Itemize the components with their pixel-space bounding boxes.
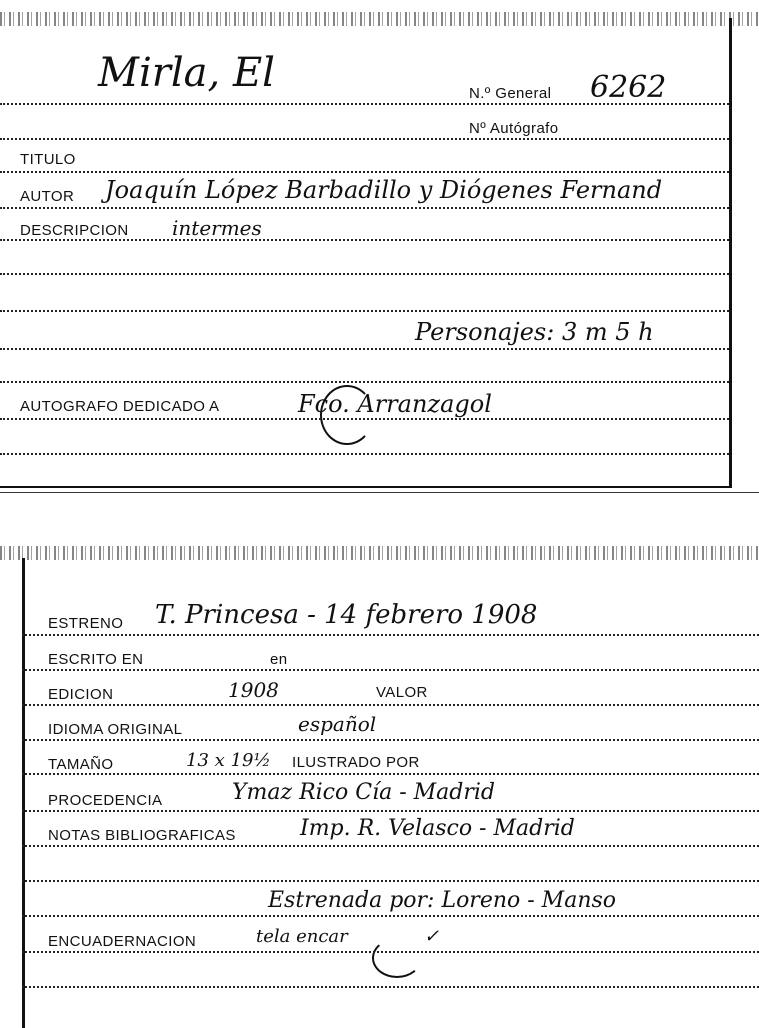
autor-value: Joaquín López Barbadillo y Diógenes Fernand [105,176,663,204]
personajes-value: Personajes: 3 m 5 h [415,318,654,346]
rule [22,810,759,812]
rule [22,845,759,847]
rule [22,669,759,671]
rule [0,381,729,383]
rule [22,880,759,882]
descripcion-value: intermes [172,216,262,240]
rule [0,239,729,241]
edicion-label: EDICION [48,686,114,703]
escrito-label: ESCRITO EN [48,651,144,668]
rule [0,171,729,173]
rule [22,704,759,706]
stamp-mark [320,385,374,445]
titulo-label: TITULO [20,151,76,168]
procedencia-value: Ymaz Rico Cía - Madrid [232,780,496,805]
rule [0,273,729,275]
procedencia-label: PROCEDENCIA [48,792,163,809]
descripcion-label: DESCRIPCION [20,222,129,239]
rule [22,773,759,775]
dedicado-value: Fco. Arranzagol [298,390,492,418]
rule [22,915,759,917]
general-number-value: 6262 [590,70,667,105]
general-number-label: N.º General [469,85,552,102]
idioma-label: IDIOMA ORIGINAL [48,721,183,738]
notas-label: NOTAS BIBLIOGRAFICAS [48,827,236,844]
autografo-number-label: Nº Autógrafo [469,120,559,137]
catalog-card-2 [0,540,759,1028]
ilustrado-label: ILUSTRADO POR [292,754,420,771]
rule [0,138,729,140]
tamano-value: 13 x 19½ [186,750,271,771]
tamano-label: TAMAÑO [48,756,114,773]
rule [0,207,729,209]
rule [22,739,759,741]
estreno-value: T. Princesa - 14 febrero 1908 [155,600,538,630]
rule [0,310,729,312]
edicion-value: 1908 [228,678,279,702]
check-mark: ✓ [424,926,440,947]
catalog-card-1 [0,0,759,492]
estrenada-value: Estrenada por: Loreno - Manso [268,888,617,913]
rule [0,453,729,455]
rule [0,103,729,105]
rule [22,986,759,988]
card-separator [0,492,759,493]
idioma-value: español [298,712,377,736]
work-title-handwritten: Mirla, El [98,50,275,96]
rule [0,418,729,420]
escrito-en-label: en [270,651,288,668]
stamp-mark [372,938,422,978]
estreno-label: ESTRENO [48,615,124,632]
encuadernacion-value: tela encar [256,926,348,947]
rule [0,348,729,350]
valor-label: VALOR [376,684,428,701]
dedicado-label: AUTOGRAFO DEDICADO A [20,398,220,415]
encuadernacion-label: ENCUADERNACION [48,933,197,950]
rule [22,634,759,636]
notas-value: Imp. R. Velasco - Madrid [300,816,575,841]
autor-label: AUTOR [20,188,75,205]
rule [22,951,759,953]
